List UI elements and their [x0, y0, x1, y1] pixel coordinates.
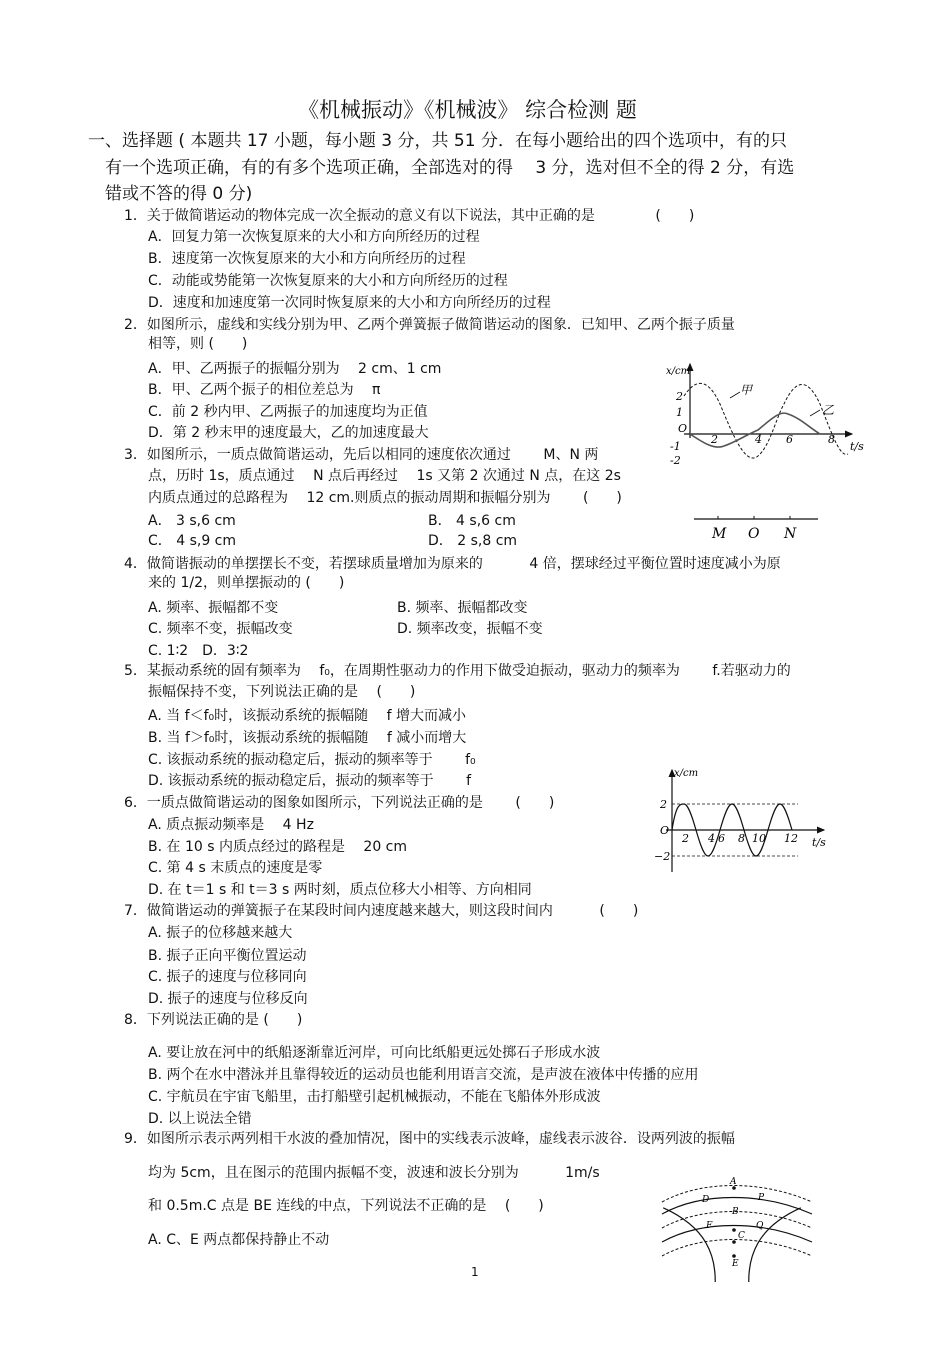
x-tick-8: 8 [738, 832, 745, 845]
q9-wave-interference-diagram [652, 1172, 822, 1282]
q3-option-d: D． 2 s,8 cm [428, 533, 518, 549]
q8-option-d: D. 以上说法全错 [148, 1111, 252, 1127]
page-title: 《机械振动》《机械波》 综合检测 题 [298, 98, 637, 122]
question-4: 4．做简谐振动的单摆摆长不变，若摆球质量增加为原来的 4 倍，摆球经过平衡位置时速度减小为原 [124, 556, 781, 572]
q5-option-d: D. 该振动系统的振动稳定后，振动的频率等于 f [148, 773, 472, 789]
question-9-line2: 均为 5cm，且在图示的范围内振幅不变，波速和波长分别为 1m/s [148, 1165, 600, 1181]
q5-option-b: B. 当 f＞f₀时，该振动系统的振幅随 f 减小而增大 [148, 730, 467, 746]
q8-option-b: B. 两个在水中潜泳并且靠得较近的运动员也能利用语言交流，是声波在液体中传播的应用 [148, 1067, 699, 1083]
x-tick-2: 2 [711, 433, 718, 446]
q2-option-a: A．甲、乙两振子的振幅分别为 2 cm、1 cm [148, 361, 442, 377]
section-instructions-line1: 一、选择题 ( 本题共 17 小题，每小题 3 分，共 51 分．在每小题给出的四个选项中，有的只 [88, 131, 787, 151]
q4-stray-options: C. 1∶2 D．3∶2 [148, 643, 249, 659]
q8-option-a: A. 要让放在河中的纸船逐渐靠近河岸，可向比纸船更远处掷石子形成水波 [148, 1045, 601, 1061]
point-m: M [712, 526, 727, 542]
q8-option-c: C. 宇航员在宇宙飞船里，击打船壁引起机械振动，不能在飞船体外形成波 [148, 1089, 601, 1105]
q5-option-c: C. 该振动系统的振动稳定后，振动的频率等于 f₀ [148, 752, 476, 768]
q6-option-c: C. 第 4 s 末质点的速度是零 [148, 860, 323, 876]
question-3-line2: 点，历时 1s，质点通过 N 点后再经过 1s 又第 2 次通过 N 点，在这 2s [148, 468, 621, 484]
q7-option-a: A. 振子的位移越来越大 [148, 925, 293, 941]
q4-option-b: B. 频率、振幅都改变 [397, 600, 528, 616]
question-3: 3．如图所示，一质点做简谐运动，先后以相同的速度依次通过 M、N 两 [124, 447, 599, 463]
point-f: F [706, 1221, 713, 1231]
question-2: 2．如图所示，虚线和实线分别为甲、乙两个弹簧振子做简谐运动的图象．已知甲、乙两个振子质量 [124, 317, 735, 333]
y-axis-label: x/cm [674, 768, 699, 779]
q7-option-b: B. 振子正向平衡位置运动 [148, 948, 307, 964]
question-6: 6．一质点做简谐运动的图象如图所示，下列说法正确的是 ( ) [124, 795, 555, 811]
q3-mon-line-diagram [692, 512, 822, 544]
x-tick-10: 10 [752, 832, 766, 845]
point-q: Q [756, 1221, 764, 1231]
question-4-line2: 来的 1/2，则单摆振动的 ( ) [148, 575, 345, 591]
question-1: 1．关于做简谐运动的物体完成一次全振动的意义有以下说法，其中正确的是 ( ) [124, 208, 695, 224]
x-tick-6: 6 [786, 433, 793, 446]
question-9: 9．如图所示表示两列相干水波的叠加情况，图中的实线表示波峰，虚线表示波谷．设两列波的振幅 [124, 1131, 735, 1147]
jia-dashed-curve [684, 383, 848, 458]
q6-oscillation-graph [652, 764, 834, 876]
q1-option-d: D．速度和加速度第一次同时恢复原来的大小和方向所经历的过程 [148, 295, 551, 311]
q6-option-d: D. 在 t＝1 s 和 t＝3 s 两时刻，质点位移大小相等、方向相同 [148, 882, 532, 898]
q4-option-a: A. 频率、振幅都不变 [148, 600, 279, 616]
point-o: O [748, 526, 760, 542]
label-jia: 甲 [740, 383, 753, 397]
x-tick-4: 4 [755, 433, 762, 446]
origin-label: O [678, 422, 688, 435]
y-tick-1: 1 [676, 406, 683, 419]
x-axis-label: t/s [850, 440, 864, 453]
q4-option-d: D. 频率改变，振幅不变 [397, 621, 543, 637]
q6-option-b: B. 在 10 s 内质点经过的路程是 20 cm [148, 839, 408, 855]
q7-option-d: D. 振子的速度与位移反向 [148, 991, 308, 1007]
q3-option-a: A． 3 s,6 cm [148, 513, 236, 529]
q1-option-b: B．速度第一次恢复原来的大小和方向所经历的过程 [148, 251, 466, 267]
q9-option-a: A. C、E 两点都保持静止不动 [148, 1232, 330, 1248]
y-tick-2: 2 [676, 390, 683, 403]
x-tick-6: 6 [718, 832, 725, 845]
point-d: D [702, 1195, 710, 1205]
section-instructions-line3: 错或不答的得 0 分) [105, 184, 253, 204]
question-7: 7．做简谐运动的弹簧振子在某段时间内速度越来越大，则这段时间内 ( ) [124, 903, 639, 919]
x-tick-12: 12 [784, 832, 798, 845]
y-tick-neg2: -2 [670, 454, 681, 467]
q3-option-c: C． 4 s,9 cm [148, 533, 237, 549]
q2-option-b: B．甲、乙两个振子的相位差总为 π [148, 382, 381, 398]
y-tick-2: 2 [660, 798, 667, 811]
q3-option-b: B． 4 s,6 cm [428, 513, 516, 529]
q2-option-c: C．前 2 秒内甲、乙两振子的加速度均为正值 [148, 404, 428, 420]
q2-oscillation-graph [662, 358, 872, 470]
point-c: C [738, 1231, 745, 1241]
q1-option-c: C．动能或势能第一次恢复原来的大小和方向所经历的过程 [148, 273, 508, 289]
section-instructions-line2: 有一个选项正确，有的有多个选项正确，全部选对的得 3 分，选对但不全的得 2 分，有选 [105, 158, 795, 178]
y-tick-neg2: −2 [654, 850, 671, 863]
x-axis-label: t/s [812, 836, 826, 849]
q4-option-c: C. 频率不变，振幅改变 [148, 621, 293, 637]
question-3-line3: 内质点通过的总路程为 12 cm.则质点的振动周期和振幅分别为 ( ) [148, 490, 622, 506]
label-yi: 乙 [822, 403, 835, 417]
q6-option-a: A. 质点振动频率是 4 Hz [148, 817, 314, 833]
question-9-line3: 和 0.5m.C 点是 BE 连线的中点，下列说法不正确的是 ( ) [148, 1198, 544, 1214]
origin-label: O [660, 824, 670, 837]
q1-option-a: A．回复力第一次恢复原来的大小和方向所经历的过程 [148, 229, 480, 245]
point-a: A [730, 1177, 737, 1187]
y-axis-label: x/cm [666, 366, 691, 377]
point-e: E [732, 1259, 739, 1269]
point-b: B [732, 1207, 739, 1217]
point-n: N [784, 526, 797, 542]
question-5: 5．某振动系统的固有频率为 f₀，在周期性驱动力的作用下做受迫振动，驱动力的频率为 f.若驱动力的 [124, 663, 791, 679]
x-tick-4: 4 [708, 832, 715, 845]
point-p: P [758, 1193, 765, 1203]
q7-option-c: C. 振子的速度与位移同向 [148, 969, 307, 985]
question-5-line2: 振幅保持不变，下列说法正确的是 ( ) [148, 684, 416, 700]
question-8: 8．下列说法正确的是 ( ) [124, 1012, 303, 1028]
q5-option-a: A. 当 f＜f₀时，该振动系统的振幅随 f 增大而减小 [148, 708, 466, 724]
q2-option-d: D．第 2 秒末甲的速度最大，乙的加速度最大 [148, 425, 429, 441]
x-tick-8: 8 [828, 433, 835, 446]
x-tick-2: 2 [682, 832, 689, 845]
page-number: 1 [471, 1265, 479, 1279]
question-2-line2: 相等，则 ( ) [148, 336, 248, 352]
y-tick-neg1: -1 [670, 440, 681, 453]
